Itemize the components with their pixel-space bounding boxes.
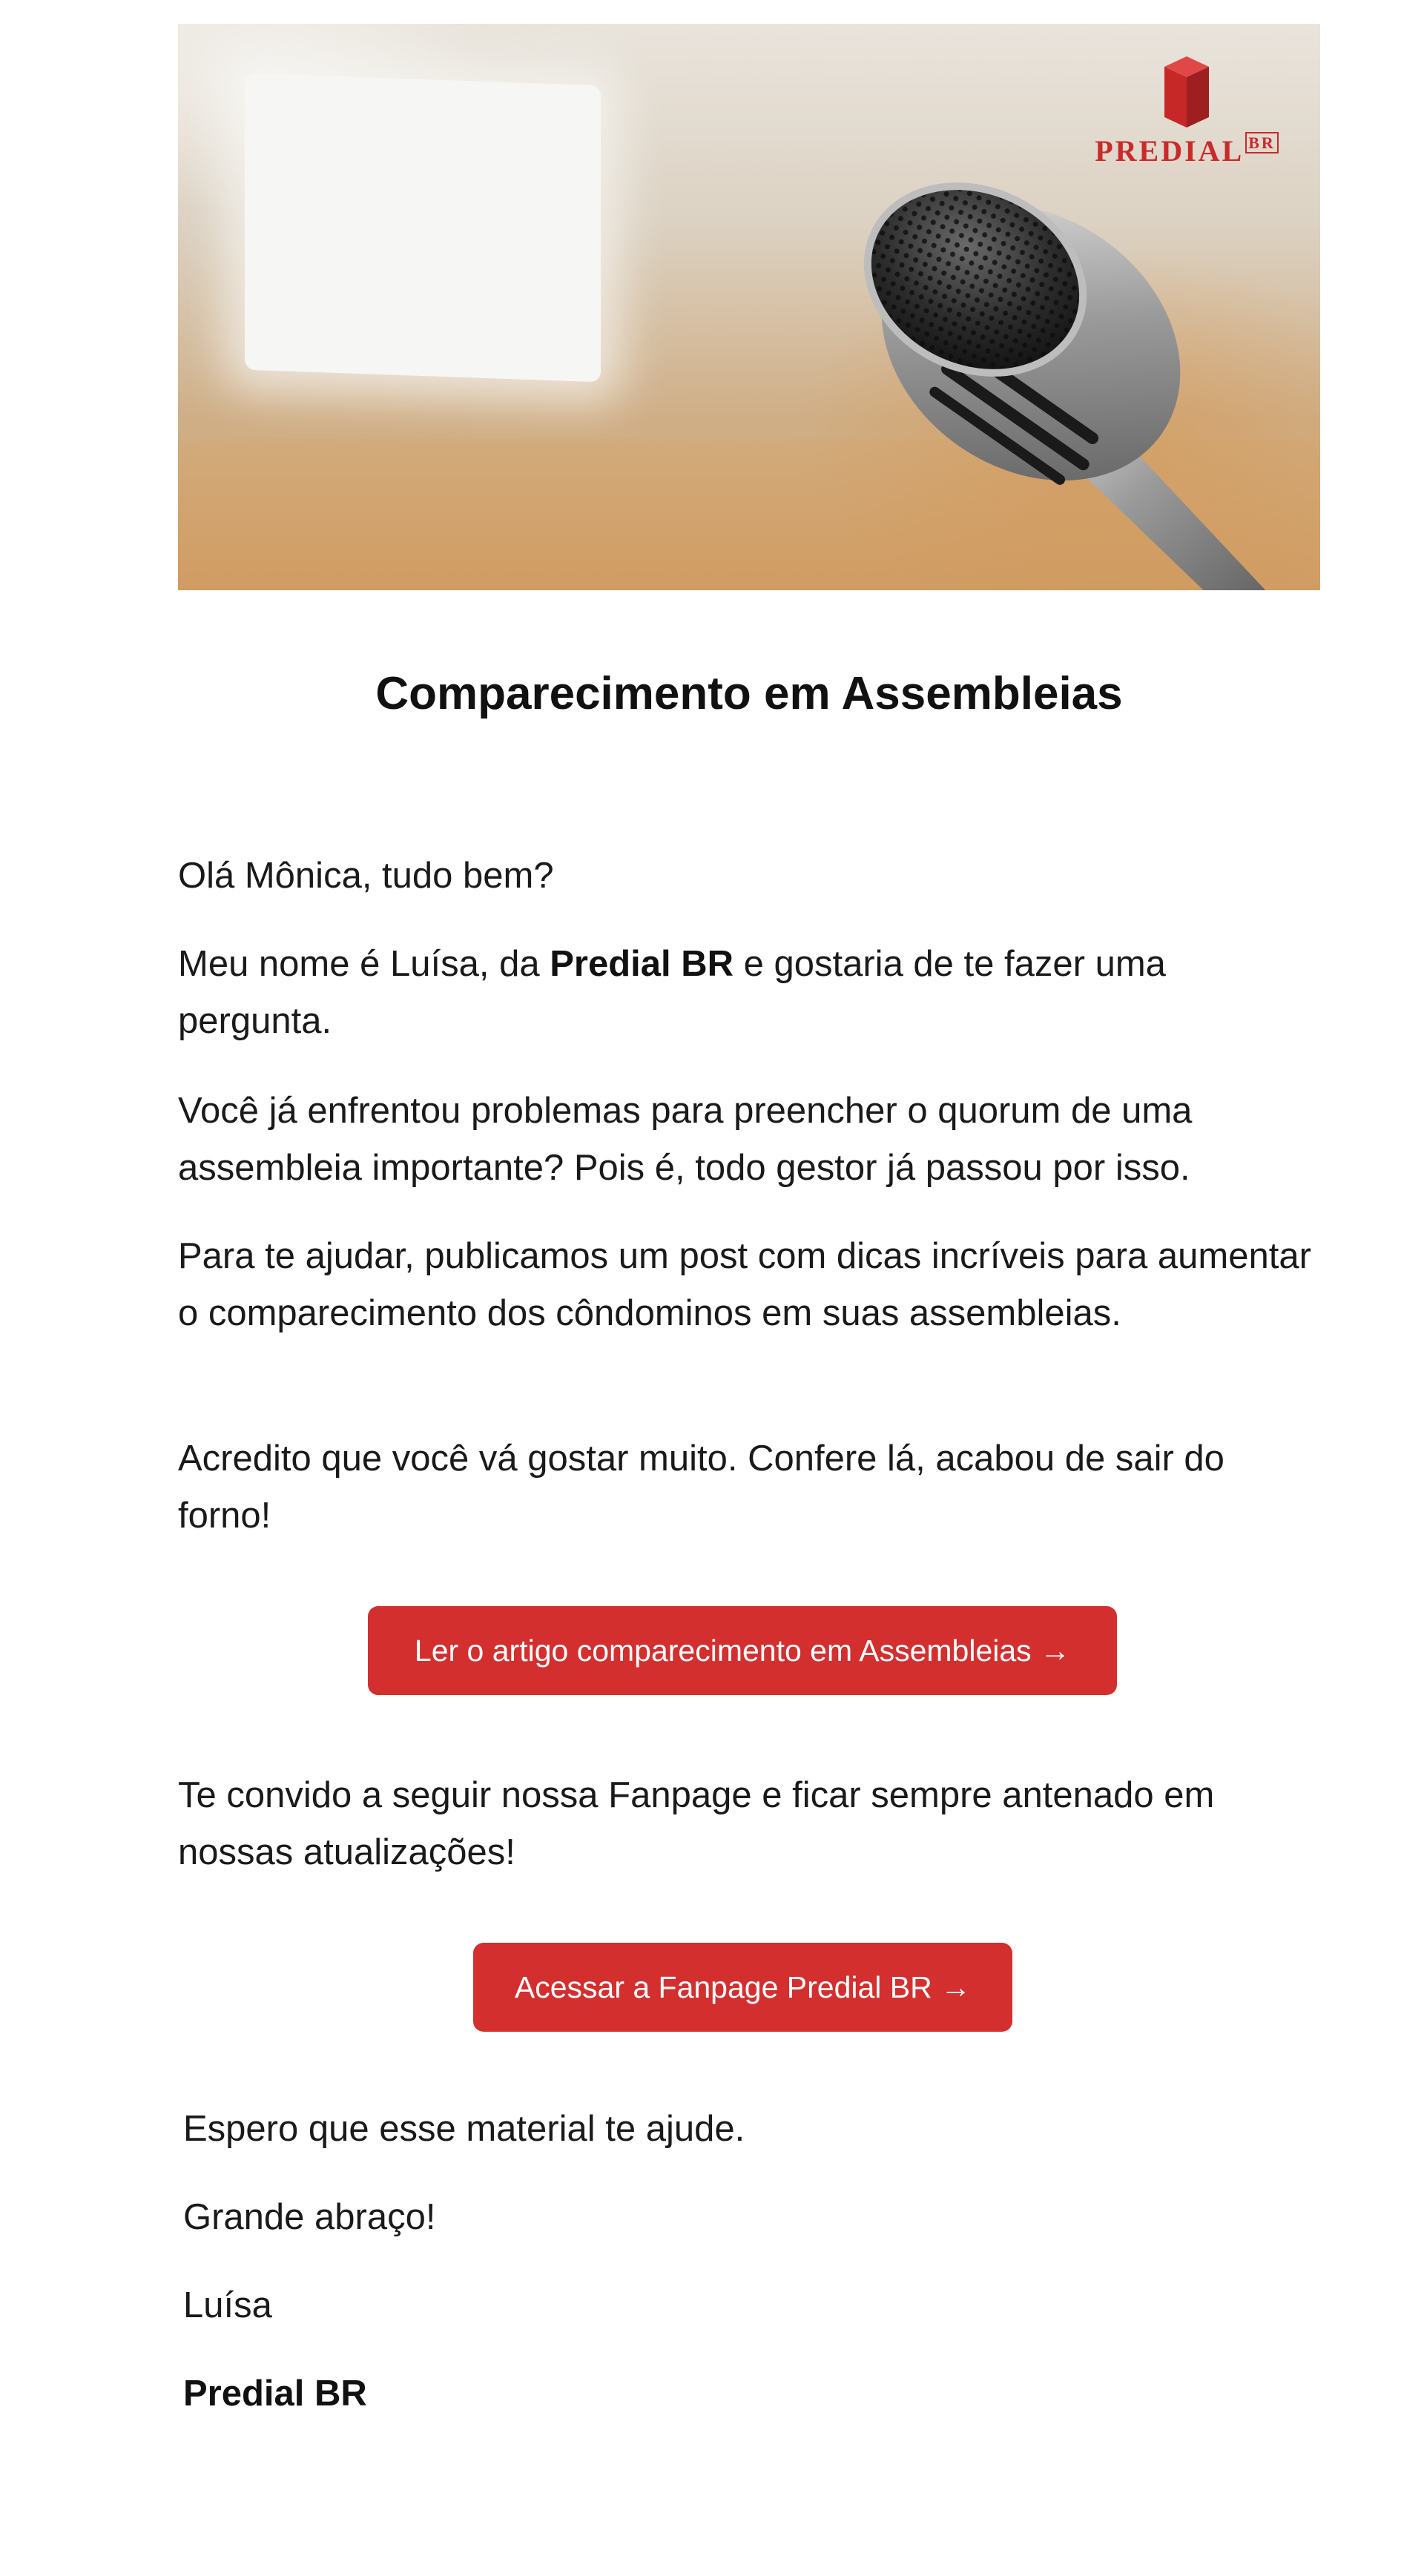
building-logo-icon bbox=[1083, 53, 1290, 135]
intro-paragraph bbox=[178, 936, 1320, 1050]
greeting: Olá Mônica, tudo bem? bbox=[178, 856, 554, 896]
fanpage-paragraph: Te convido a seguir nossa Fanpage e ficar sempre antenado em nossas atualizações! bbox=[178, 1775, 1215, 1872]
intro-before: Meu nome é Luísa, da bbox=[178, 944, 550, 984]
predial-logo bbox=[1083, 53, 1290, 168]
projector-screen bbox=[245, 73, 601, 383]
logo-text: PREDIAL $^{BR}$ bbox=[1083, 133, 1290, 168]
believe-paragraph: Acredito que você vá gostar muito. Confere lá, acabou de sair do forno! bbox=[178, 1439, 1224, 1536]
read-article-button[interactable]: Ler o artigo comparecimento em Assembleias → bbox=[368, 1606, 1117, 1695]
signature-name: Luísa bbox=[183, 2285, 272, 2325]
email-title: Comparecimento em Assembleias bbox=[375, 668, 1123, 719]
intro-company: Predial BR bbox=[550, 944, 734, 984]
fanpage-button[interactable]: Acessar a Fanpage Predial BR → bbox=[473, 1943, 1012, 2032]
hero-image bbox=[178, 24, 1320, 590]
intro-after: e gostaria de te fazer uma pergunta. bbox=[178, 944, 1166, 1041]
help-paragraph: Para te ajudar, publicamos um post com dicas incríveis para aumentar o comparecimento dos côndominos em suas assembleias. bbox=[178, 1236, 1311, 1333]
signature-line-2: Grande abraço! bbox=[183, 2197, 436, 2237]
problem-paragraph: Você já enfrentou problemas para preencher o quorum de uma assembleia importante? Pois é, todo gestor já passou por isso. bbox=[178, 1091, 1193, 1188]
microphone-icon bbox=[846, 157, 1320, 590]
signature-line-1: Espero que esse material te ajude. bbox=[183, 2109, 745, 2149]
signature-company: Predial BR bbox=[183, 2374, 367, 2414]
